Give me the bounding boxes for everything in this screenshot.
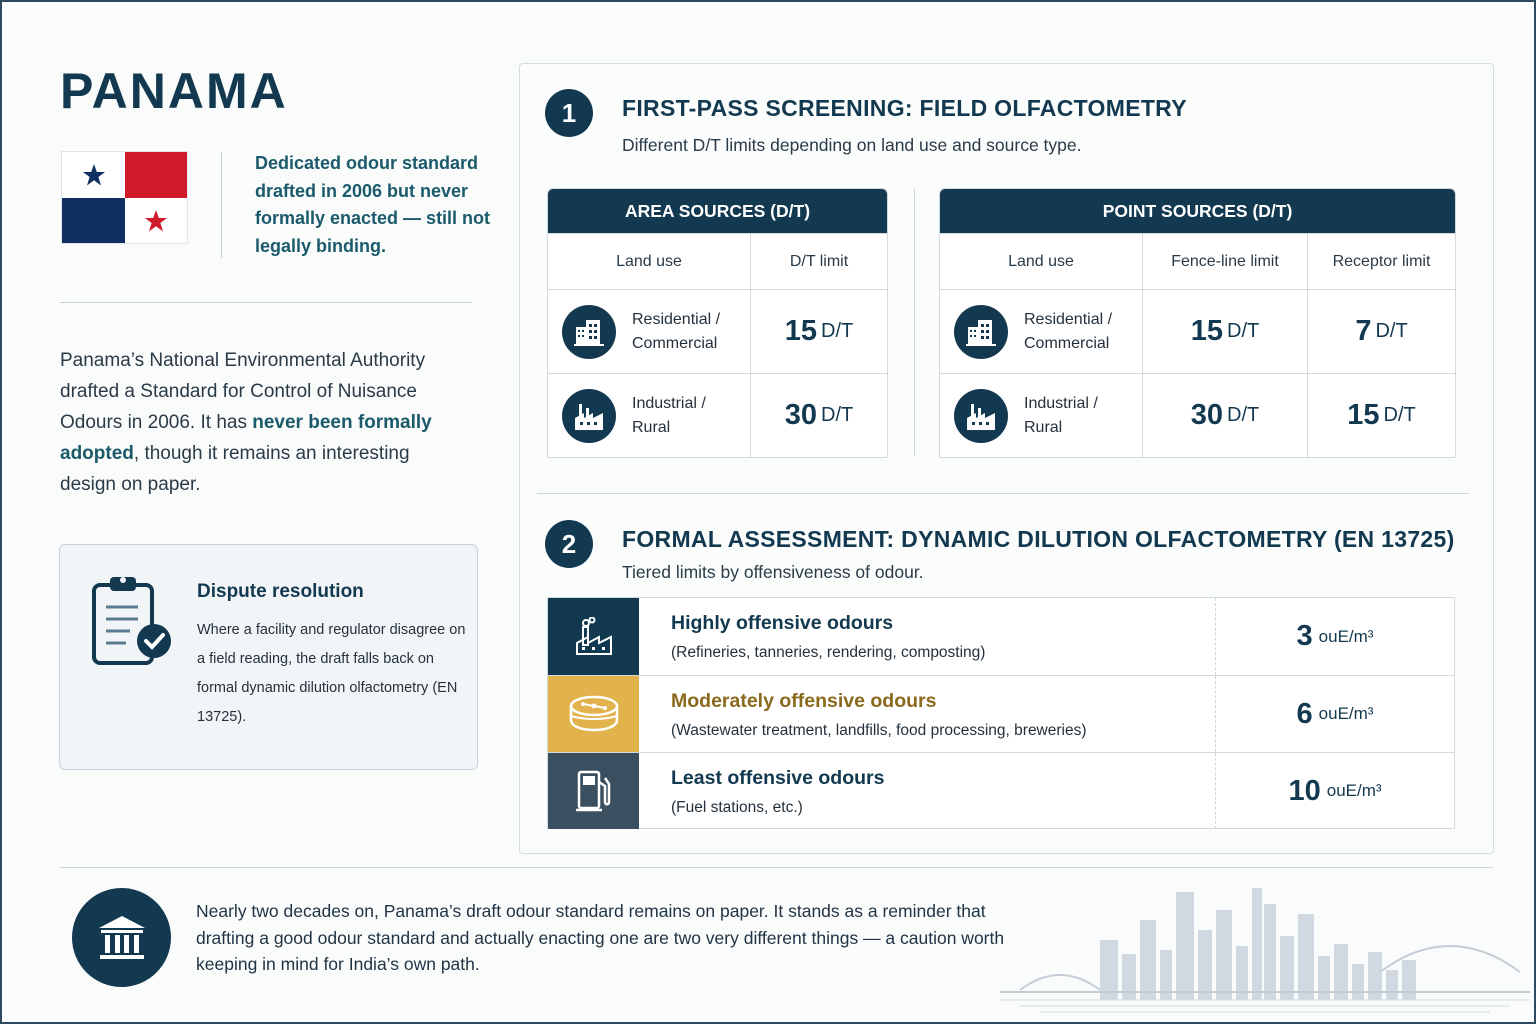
closing-note: Nearly two decades on, Panama’s draft odour standard remains on paper. It stands as a reminder that drafting a good odour standard and actually enacting one are two very different things — a caution worth keeping in mind for India’s own path. — [196, 901, 1005, 974]
step-badge-1: 1 — [545, 89, 593, 137]
point-sources-table — [939, 188, 1456, 458]
factory-icon — [562, 389, 616, 443]
col-dt-limit: D/T limit — [750, 234, 887, 289]
table-row: Highly offensive odours (Refineries, tanneries, rendering, composting) 3 ouE/m³ — [548, 598, 1454, 675]
table-row: Residential / Commercial 15 D/T — [548, 289, 887, 373]
divider — [221, 152, 222, 258]
divider — [60, 302, 472, 303]
table-row: Least offensive odours (Fuel stations, etc.) 10 ouE/m³ — [548, 752, 1454, 829]
section2-title: FORMAL ASSESSMENT: DYNAMIC DILUTION OLFACTOMETRY (EN 13725) — [622, 526, 1455, 552]
tier-value: 3 — [1296, 620, 1313, 652]
col-land-use: Land use — [616, 252, 682, 270]
tier-value: 6 — [1296, 697, 1313, 730]
divider — [537, 493, 1469, 494]
intro-emphasis: never been formally adopted — [60, 412, 432, 464]
table-row: Industrial / Rural 30 D/T 15 D/T — [940, 373, 1455, 457]
dispute-resolution-card — [59, 544, 478, 770]
factory-icon — [954, 389, 1008, 443]
section1-title: FIRST-PASS SCREENING: FIELD OLFACTOMETRY — [622, 95, 1187, 121]
table-row: Moderately offensive odours (Wastewater treatment, landfills, food processing, breweries) 6 ouE/m³ — [548, 675, 1454, 752]
divider — [60, 867, 1493, 868]
buildings-icon — [954, 305, 1008, 359]
col-land-use: Land use — [1008, 252, 1074, 270]
tier-examples: (Refineries, tanneries, rendering, composting) — [671, 644, 986, 661]
wastewater-tank-icon — [548, 676, 639, 752]
dispute-heading: Dispute resolution — [197, 581, 364, 602]
intro-paragraph: Panama’s National Environmental Authority drafted a Standard for Control of Nuisance Odours in 2006. It has never been formally adopted, though it remains an interesting design on paper. — [60, 350, 432, 495]
section1-subtitle: Different D/T limits depending on land use and source type. — [622, 135, 1082, 155]
status-note: Dedicated odour standard drafted in 2006 but never formally enacted — still not legally binding. — [255, 153, 491, 256]
dispute-text: Where a facility and regulator disagree on a field reading, the draft falls back on formal dynamic dilution olfactometry (EN 13725). — [197, 622, 466, 725]
tier-value: 10 — [1288, 774, 1321, 807]
government-building-icon — [72, 888, 171, 987]
col-fence-line-limit: Fence-line limit — [1142, 234, 1307, 289]
col-receptor-limit: Receptor limit — [1307, 234, 1455, 289]
tier-name: Highly offensive odours — [671, 612, 894, 634]
area-sources-header: AREA SOURCES (D/T) — [548, 189, 887, 233]
divider — [914, 188, 915, 456]
area-sources-table — [547, 188, 888, 458]
step-badge-2: 2 — [545, 520, 593, 568]
table-row: Industrial / Rural 30 D/T — [548, 373, 887, 457]
tiered-limits-table — [547, 597, 1455, 829]
city-skyline-illustration — [1000, 880, 1530, 1020]
tier-name: Least offensive odours — [671, 767, 885, 789]
panama-flag — [62, 152, 187, 243]
tier-examples: (Fuel stations, etc.) — [671, 799, 803, 816]
page-title: PANAMA — [60, 63, 288, 119]
point-sources-header: POINT SOURCES (D/T) — [940, 189, 1455, 233]
table-row: Residential / Commercial 15 D/T 7 D/T — [940, 289, 1455, 373]
buildings-icon — [562, 305, 616, 359]
red-star-icon — [144, 209, 168, 233]
fuel-pump-icon — [548, 753, 639, 829]
blue-star-icon — [82, 163, 106, 187]
factory-icon — [548, 598, 639, 675]
section2-subtitle: Tiered limits by offensiveness of odour. — [622, 562, 924, 582]
tier-examples: (Wastewater treatment, landfills, food processing, breweries) — [671, 722, 1087, 739]
tier-name: Moderately offensive odours — [671, 690, 937, 712]
clipboard-check-icon — [88, 573, 176, 673]
